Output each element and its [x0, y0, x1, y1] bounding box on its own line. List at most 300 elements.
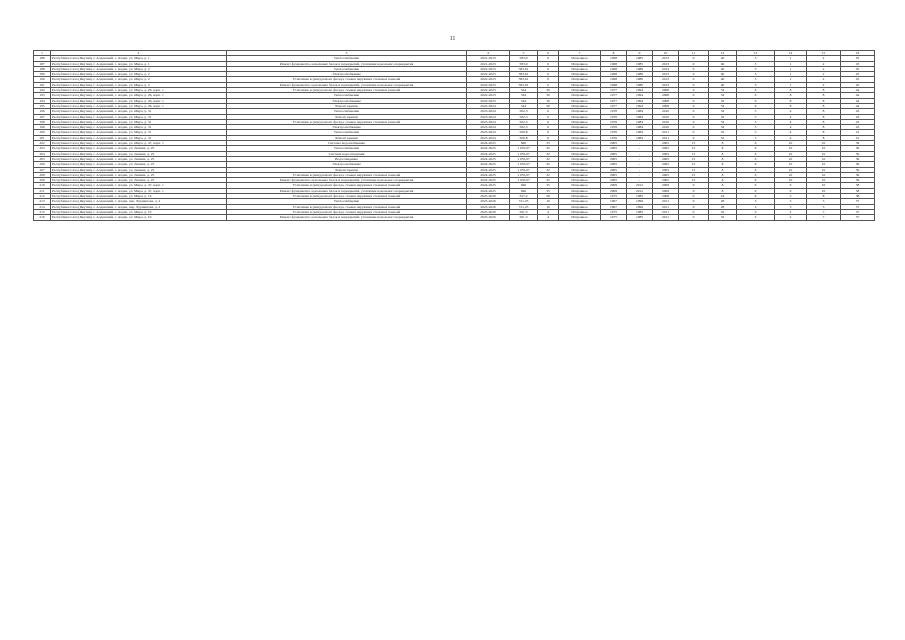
- table-cell: -: [627, 172, 653, 177]
- table-cell: 2: [775, 209, 807, 214]
- table-cell: 0: [679, 204, 709, 209]
- table-cell: 2008: [653, 194, 679, 199]
- table-cell: Республика Саха (Якутия), г. Алданский, г. Алдан, ул. Мира, д. 31: [51, 114, 227, 119]
- table-cell: Республика Саха (Якутия), г. Алданский, г. Алдан, ул. Мира, д. 31: [51, 130, 227, 135]
- table-cell: Исправное: [559, 199, 601, 204]
- table-cell: 0: [679, 199, 709, 204]
- table-cell: Исправное: [559, 183, 601, 188]
- table-cell: 6: [538, 56, 559, 61]
- table-cell: 3: [737, 77, 775, 82]
- table-cell: 35: [538, 183, 559, 188]
- table-cell: 5: [737, 130, 775, 135]
- table-cell: 186: [34, 56, 51, 61]
- table-cell: Исправное: [559, 125, 601, 130]
- table-cell: 509,8: [510, 130, 538, 135]
- table-cell: 10: [807, 146, 841, 151]
- table-cell: 32: [538, 156, 559, 161]
- table-cell: 2008: [653, 93, 679, 98]
- table-cell: 203: [34, 146, 51, 151]
- table-cell: 32: [709, 125, 737, 130]
- table-cell: 2009: [601, 188, 627, 193]
- table-cell: 544: [510, 98, 538, 103]
- table-cell: 0: [775, 188, 807, 193]
- table-cell: 212: [34, 194, 51, 199]
- table-cell: Утепление и (или) ремонт фасада, стыков наружных стеновых панелей: [227, 194, 467, 199]
- table-cell: Республика Саха (Якутия), г. Алданский, г. Алдан, пер. Хуршилова, д. 2: [51, 204, 227, 209]
- table-cell: 0: [679, 125, 709, 130]
- table-cell: 32: [709, 109, 737, 114]
- table-cell: Республика Саха (Якутия), г. Алданский, г. Алдан, ул. Мира, д. 26, корп. 1: [51, 98, 227, 103]
- table-cell: 6: [737, 88, 775, 93]
- table-cell: 2005: [653, 178, 679, 183]
- table-cell: 6: [538, 114, 559, 119]
- table-cell: 583,61: [510, 77, 538, 82]
- table-cell: Исправное: [559, 188, 601, 193]
- table-cell: 1984: [627, 130, 653, 135]
- table-cell: 38: [841, 188, 875, 193]
- table-cell: Утепление и (или) ремонт фасада, стыков наружных стеновых панелей: [227, 172, 467, 177]
- table-cell: 28: [538, 194, 559, 199]
- table-cell: Теплоснабжение: [227, 199, 467, 204]
- table-cell: 4: [775, 119, 807, 124]
- table-cell: Республика Саха (Якутия), г. Алданский, г. Алдан, ул. Ленина, д. 25: [51, 156, 227, 161]
- table-cell: 10: [775, 151, 807, 156]
- table-cell: 2012: [627, 183, 653, 188]
- table-cell: 3: [737, 61, 775, 66]
- table-cell: 2024-2025: [467, 162, 510, 167]
- table-cell: 1975: [601, 194, 627, 199]
- table-cell: 721,25: [510, 204, 538, 209]
- table-cell: 1968: [601, 61, 627, 66]
- table-cell: 208: [34, 172, 51, 177]
- table-cell: 43: [841, 119, 875, 124]
- table-cell: 40: [709, 66, 737, 71]
- table-cell: 198: [34, 119, 51, 124]
- table-cell: 2010: [653, 114, 679, 119]
- table-cell: 38: [841, 183, 875, 188]
- table-cell: Теплоснабжение: [227, 130, 467, 135]
- table-cell: 3: [737, 66, 775, 71]
- table-cell: 7: [807, 215, 841, 220]
- table-cell: -: [627, 141, 653, 146]
- header-cell: 8: [601, 51, 627, 56]
- table-cell: 6: [538, 130, 559, 135]
- table-cell: 583,61: [510, 72, 538, 77]
- table-body: [34, 51, 875, 221]
- table-cell: 721,25: [510, 199, 538, 204]
- table-cell: 6: [737, 141, 775, 146]
- table-cell: Республика Саха (Якутия), г. Алданский, г. Алдан, ул. Мира, д. 31: [51, 119, 227, 124]
- table-cell: 37: [841, 204, 875, 209]
- table-cell: 6: [737, 172, 775, 177]
- table-cell: 1976: [601, 109, 627, 114]
- table-cell: 502,3: [510, 109, 538, 114]
- table-cell: Исправное: [559, 215, 601, 220]
- table-cell: 32: [709, 98, 737, 103]
- table-cell: 4: [775, 135, 807, 140]
- table-cell: Республика Саха (Якутия), г. Алданский, г. Алдан, ул. Мира, д. 16: [51, 194, 227, 199]
- table-cell: 15: [679, 146, 709, 151]
- table-cell: 840: [510, 141, 538, 146]
- capital-repair-table: [33, 50, 875, 221]
- table-cell: 1: [775, 61, 807, 66]
- table-cell: Республика Саха (Якутия), г. Алданский, г. Алдан, ул. Мира, д. 19: [51, 215, 227, 220]
- page-number: 11: [449, 36, 456, 42]
- table-cell: 8: [807, 125, 841, 130]
- table-cell: 6: [737, 194, 775, 199]
- table-cell: Исправное: [559, 130, 601, 135]
- table-cell: Исправное: [559, 103, 601, 108]
- table-cell: 1 035,67: [510, 167, 538, 172]
- table-cell: 4: [775, 114, 807, 119]
- table-cell: 2023-2024: [467, 119, 510, 124]
- table-cell: 2005: [601, 146, 627, 151]
- table-cell: 206: [34, 162, 51, 167]
- table-cell: 2022-2023: [467, 77, 510, 82]
- table-cell: 15: [679, 156, 709, 161]
- table-cell: 8: [709, 151, 737, 156]
- table-cell: Исправное: [559, 66, 601, 71]
- table-cell: 2011: [653, 204, 679, 209]
- table-cell: 10: [775, 178, 807, 183]
- table-cell: 8: [807, 119, 841, 124]
- table-cell: 207: [34, 167, 51, 172]
- table-cell: 10: [775, 146, 807, 151]
- table-cell: 45: [841, 56, 875, 61]
- header-cell: 3: [227, 51, 467, 56]
- table-cell: 1967: [601, 199, 627, 204]
- table-cell: 2025-2026: [467, 194, 510, 199]
- table-cell: 1994: [627, 88, 653, 93]
- table-cell: 2024-2025: [467, 141, 510, 146]
- table-cell: 10: [807, 188, 841, 193]
- table-cell: 6: [737, 98, 775, 103]
- table-cell: 2023-2024: [467, 109, 510, 114]
- table-cell: 216: [34, 215, 51, 220]
- table-cell: 15: [679, 141, 709, 146]
- table-cell: 39: [841, 162, 875, 167]
- header-cell: 12: [709, 51, 737, 56]
- table-cell: Исправное: [559, 72, 601, 77]
- table-cell: 6: [737, 178, 775, 183]
- table-cell: Исправное: [559, 194, 601, 199]
- table-cell: 10: [807, 141, 841, 146]
- table-cell: Республика Саха (Якутия), г. Алданский, г. Алдан, ул. Мира, д. 26, корп. 1: [51, 88, 227, 93]
- table-cell: 204: [34, 151, 51, 156]
- table-cell: 0: [679, 88, 709, 93]
- table-cell: 2024-2025: [467, 183, 510, 188]
- table-cell: 2024-2025: [467, 167, 510, 172]
- table-cell: Республика Саха (Якутия), г. Алданский, г. Алдан, ул. Мира, д. 1: [51, 61, 227, 66]
- table-cell: 0: [679, 82, 709, 87]
- table-cell: 194: [34, 98, 51, 103]
- table-cell: Республика Саха (Якутия), г. Алданский, г. Алдан, ул. Ленина, д. 25: [51, 167, 227, 172]
- table-cell: 28: [709, 204, 737, 209]
- table-cell: 6: [737, 93, 775, 98]
- table-cell: Утепление и (или) ремонт фасада, стыков наружных стеновых панелей: [227, 183, 467, 188]
- header-cell: 10: [653, 51, 679, 56]
- table-cell: Исправное: [559, 114, 601, 119]
- table-cell: 2005: [601, 156, 627, 161]
- table-cell: Исправное: [559, 98, 601, 103]
- table-cell: 30: [538, 88, 559, 93]
- table-cell: 1976: [601, 135, 627, 140]
- table-cell: 544: [510, 93, 538, 98]
- table-cell: 24: [709, 194, 737, 199]
- table-cell: Исправное: [559, 172, 601, 177]
- table-cell: 2005: [601, 178, 627, 183]
- table-cell: 0: [679, 209, 709, 214]
- table-cell: Электроснабжение: [227, 125, 467, 130]
- table-cell: 8: [709, 167, 737, 172]
- table-cell: 1975: [601, 215, 627, 220]
- header-cell: 4: [467, 51, 510, 56]
- table-cell: 192: [34, 88, 51, 93]
- table-cell: 0: [679, 98, 709, 103]
- table-cell: 45: [841, 82, 875, 87]
- table-cell: 0: [538, 72, 559, 77]
- table-cell: 8: [807, 103, 841, 108]
- table-cell: 32: [538, 167, 559, 172]
- table-cell: 1977: [601, 88, 627, 93]
- table-cell: Ремонт фундамента, цокольных балок и перекрытий, утепление цокольного перекрытия: [227, 178, 467, 183]
- table-cell: 1984: [627, 114, 653, 119]
- table-cell: Ремонт фундамента, цокольных балок и перекрытий, утепление цокольного перекрытия: [227, 188, 467, 193]
- table-cell: Республика Саха (Якутия), г. Алданский, г. Алдан, ул. Ленина, д. 25: [51, 151, 227, 156]
- header-cell: 11: [679, 51, 709, 56]
- table-cell: 2022-2024: [467, 103, 510, 108]
- table-cell: -: [627, 162, 653, 167]
- table-cell: 35: [538, 188, 559, 193]
- table-cell: 8: [775, 98, 807, 103]
- table-cell: Утепление и (или) ремонт фасада, стыков наружных стеновых панелей: [227, 119, 467, 124]
- table-cell: Республика Саха (Якутия), г. Алданский, г. Алдан, ул. Мира, д. 31: [51, 135, 227, 140]
- table-cell: 10: [807, 178, 841, 183]
- table-cell: Республика Саха (Якутия), г. Алданский, г. Алдан, ул. Мира, д. 47, корп. 1: [51, 188, 227, 193]
- table-cell: Ремонт крыши: [227, 103, 467, 108]
- table-cell: Ремонт крыши: [227, 135, 467, 140]
- table-cell: Республика Саха (Якутия), г. Алданский, г. Алдан, ул. Мира, д. 2: [51, 66, 227, 71]
- table-cell: 4: [538, 209, 559, 214]
- header-cell: 6: [538, 51, 559, 56]
- table-cell: 190: [34, 77, 51, 82]
- table-cell: 197: [34, 114, 51, 119]
- table-cell: Республика Саха (Якутия), г. Алданский, г. Алдан, ул. Мира, д. 47, корп. 1: [51, 183, 227, 188]
- table-cell: 2005: [653, 146, 679, 151]
- table-cell: Республика Саха (Якутия), г. Алданский, г. Алдан, ул. Мира, д. 31: [51, 109, 227, 114]
- table-cell: 8: [807, 88, 841, 93]
- table-cell: 2005: [653, 172, 679, 177]
- table-cell: 5: [737, 125, 775, 130]
- table-cell: 1984: [627, 109, 653, 114]
- table-cell: 5: [737, 119, 775, 124]
- table-cell: 37: [841, 199, 875, 204]
- table-cell: 30: [538, 103, 559, 108]
- table-cell: 1985: [627, 209, 653, 214]
- table-cell: 3: [737, 82, 775, 87]
- table-cell: 6: [737, 162, 775, 167]
- table-cell: Теплоснабжение: [227, 66, 467, 71]
- table-cell: -: [627, 167, 653, 172]
- table-cell: 2024-2025: [467, 188, 510, 193]
- table-cell: 8: [709, 162, 737, 167]
- table-cell: 2022-2023: [467, 98, 510, 103]
- table-cell: 2024-2025: [467, 172, 510, 177]
- table-cell: Исправное: [559, 178, 601, 183]
- table-cell: 1 035,67: [510, 156, 538, 161]
- table-cell: -: [627, 178, 653, 183]
- table-cell: Исправное: [559, 162, 601, 167]
- table-cell: Республика Саха (Якутия), г. Алданский, г. Алдан, ул. Ленина, д. 25: [51, 162, 227, 167]
- table-cell: 2013: [653, 56, 679, 61]
- table-cell: 30: [538, 93, 559, 98]
- table-cell: 0: [679, 215, 709, 220]
- table-cell: 8: [807, 194, 841, 199]
- table-cell: 0: [679, 103, 709, 108]
- table-cell: Исправное: [559, 135, 601, 140]
- table-cell: 0: [679, 93, 709, 98]
- table-cell: Исправное: [559, 61, 601, 66]
- table-cell: 15: [679, 167, 709, 172]
- table-cell: 3: [737, 56, 775, 61]
- table-cell: 2008: [653, 88, 679, 93]
- table-cell: 1976: [601, 125, 627, 130]
- table-cell: 10: [775, 167, 807, 172]
- table-cell: 15: [679, 178, 709, 183]
- table-cell: 561,3: [510, 209, 538, 214]
- table-cell: 2005: [653, 141, 679, 146]
- table-cell: 214: [34, 204, 51, 209]
- table-cell: 40: [709, 72, 737, 77]
- table-cell: Республика Саха (Якутия), г. Алданский, г. Алдан, ул. Мира, д. 47, корп. 1: [51, 141, 227, 146]
- table-cell: 44: [841, 98, 875, 103]
- table-cell: Теплоснабжение: [227, 56, 467, 61]
- table-cell: 6: [538, 119, 559, 124]
- table-cell: Теплоснабжение: [227, 146, 467, 151]
- table-cell: 2008: [653, 98, 679, 103]
- table-cell: 544: [510, 103, 538, 108]
- table-cell: 10: [775, 162, 807, 167]
- table-cell: 15: [679, 162, 709, 167]
- table-cell: Электроснабжение: [227, 98, 467, 103]
- table-cell: 1: [775, 72, 807, 77]
- table-cell: 8: [807, 135, 841, 140]
- table-cell: 10: [807, 167, 841, 172]
- table-cell: 1: [775, 82, 807, 87]
- table-cell: 1986: [627, 82, 653, 87]
- table-cell: 1976: [601, 114, 627, 119]
- table-cell: 1984: [627, 135, 653, 140]
- table-cell: 1977: [601, 93, 627, 98]
- table-cell: 5: [737, 114, 775, 119]
- table-cell: 2025-2026: [467, 209, 510, 214]
- table-cell: Исправное: [559, 209, 601, 214]
- table-cell: 2013: [653, 77, 679, 82]
- table-cell: 193: [34, 93, 51, 98]
- table-cell: Исправное: [559, 56, 601, 61]
- table-cell: 30: [538, 98, 559, 103]
- table-cell: 191: [34, 82, 51, 87]
- table-cell: 1977: [601, 98, 627, 103]
- table-cell: 1999: [627, 199, 653, 204]
- table-cell: 8: [807, 93, 841, 98]
- table-cell: 5: [807, 199, 841, 204]
- table-cell: 2005: [601, 167, 627, 172]
- table-cell: 2005: [653, 162, 679, 167]
- table-cell: 2013: [653, 66, 679, 71]
- table-cell: 2: [807, 66, 841, 71]
- table-cell: 2008: [653, 103, 679, 108]
- table-cell: 1 035,67: [510, 151, 538, 156]
- table-cell: 40: [709, 77, 737, 82]
- table-row: [34, 215, 875, 220]
- table-cell: Республика Саха (Якутия), г. Алданский, г. Алдан, ул. Ленина, д. 25: [51, 146, 227, 151]
- table-cell: 43: [841, 109, 875, 114]
- table-cell: 2013: [653, 61, 679, 66]
- table-cell: 0: [775, 183, 807, 188]
- header-cell: 14: [775, 51, 807, 56]
- table-cell: 3: [737, 199, 775, 204]
- table-cell: 215: [34, 209, 51, 214]
- table-cell: 583,9: [510, 61, 538, 66]
- table-cell: Республика Саха (Якутия), г. Алданский, г. Алдан, ул. Мира, д. 1: [51, 56, 227, 61]
- table-cell: 1968: [601, 66, 627, 71]
- table-cell: 1985: [627, 215, 653, 220]
- table-cell: 10: [538, 204, 559, 209]
- table-cell: 2011: [653, 215, 679, 220]
- table-cell: 3: [737, 204, 775, 209]
- table-cell: 9: [737, 183, 775, 188]
- table-cell: 6: [538, 109, 559, 114]
- table-cell: 39: [841, 151, 875, 156]
- table-cell: 1986: [627, 66, 653, 71]
- table-cell: 2021-2023: [467, 61, 510, 66]
- table-cell: 213: [34, 199, 51, 204]
- table-cell: 1967: [601, 204, 627, 209]
- table-cell: 45: [841, 66, 875, 71]
- table-cell: 2010: [653, 119, 679, 124]
- table-cell: 3: [737, 209, 775, 214]
- header-cell: 1: [34, 51, 51, 56]
- table-cell: 37: [841, 209, 875, 214]
- table-cell: 43: [841, 125, 875, 130]
- table-cell: 0: [679, 119, 709, 124]
- header-cell: 2: [51, 51, 227, 56]
- table-cell: 2025-2026: [467, 199, 510, 204]
- table-cell: Ремонт фундамента, цокольных балок и перекрытий, утепление цокольного перекрытия: [227, 215, 467, 220]
- table-cell: Республика Саха (Якутия), г. Алданский, г. Алдан, ул. Мира, д. 19: [51, 209, 227, 214]
- table-cell: -: [627, 156, 653, 161]
- table-cell: 1: [775, 66, 807, 71]
- table-cell: 2: [807, 72, 841, 77]
- table-cell: Исправное: [559, 141, 601, 146]
- table-cell: 2022-2023: [467, 66, 510, 71]
- table-cell: 2005: [601, 172, 627, 177]
- table-cell: Система водоснабжения: [227, 141, 467, 146]
- table-cell: Исправное: [559, 119, 601, 124]
- table-cell: 502,3: [510, 114, 538, 119]
- table-cell: 199: [34, 125, 51, 130]
- table-cell: 4: [775, 130, 807, 135]
- table-cell: 32: [709, 88, 737, 93]
- table-cell: 1985: [627, 56, 653, 61]
- table-cell: 0: [679, 183, 709, 188]
- table-cell: 8: [807, 114, 841, 119]
- table-cell: Республика Саха (Якутия), г. Алданский, г. Алдан, ул. Мира, д. 2: [51, 82, 227, 87]
- table-cell: Утепление и (или) ремонт фасада, стыков наружных стеновых панелей: [227, 209, 467, 214]
- table-cell: 8: [775, 88, 807, 93]
- table-cell: 1999: [627, 204, 653, 209]
